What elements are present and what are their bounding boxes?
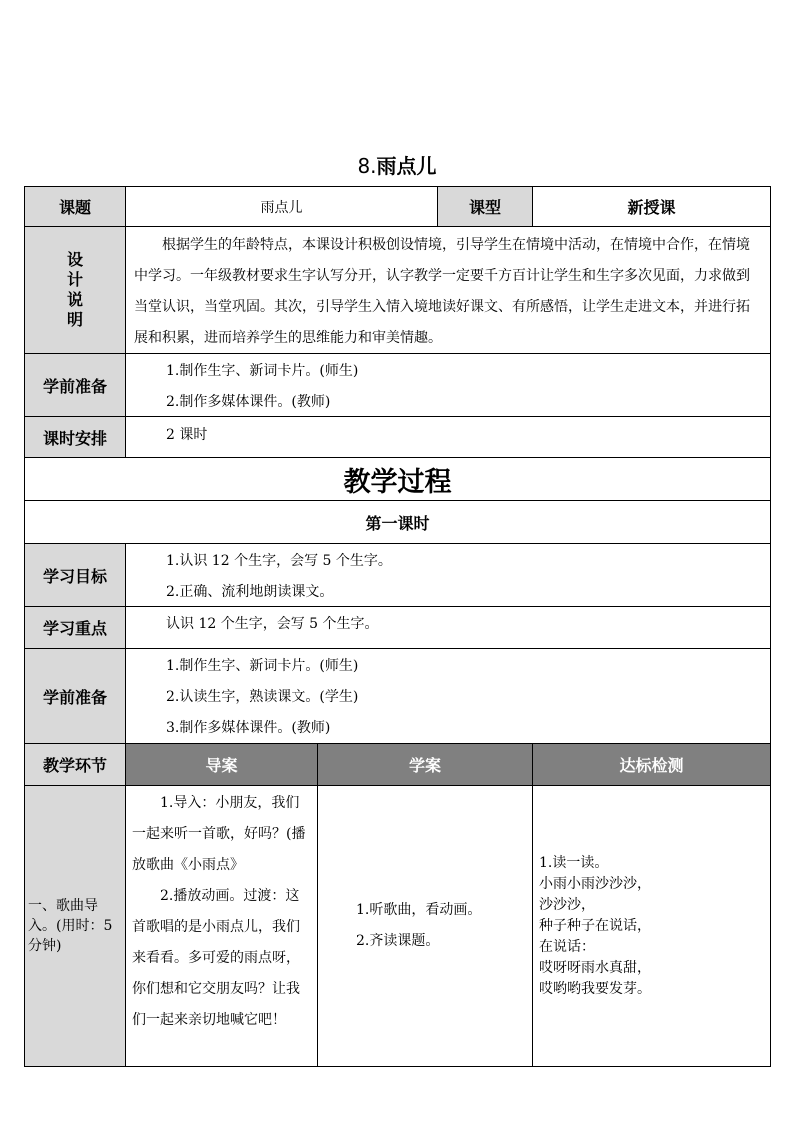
col-check-header: 达标检测 bbox=[532, 743, 771, 786]
type-value: 新授课 bbox=[532, 186, 771, 227]
row1-check bbox=[532, 785, 771, 1067]
prep2-item: 2.认读生字，熟读课文。(学生) bbox=[166, 689, 359, 705]
row1-check-line: 哎哟哟我要发芽。 bbox=[539, 980, 651, 997]
goals-item: 1.认识 12 个生字，会写 5 个生字。 bbox=[166, 553, 392, 569]
lesson1-title: 第一课时 bbox=[24, 500, 771, 544]
prep2-item: 3.制作多媒体课件。(教师) bbox=[166, 720, 331, 736]
design-text-cell bbox=[125, 226, 771, 354]
row1-check-line: 种子种子在说话， bbox=[539, 917, 651, 934]
col-stage-header: 教学环节 bbox=[24, 743, 126, 786]
row1-check-line: 小雨小雨沙沙沙， bbox=[539, 875, 651, 892]
row1-guide-para: 1.导入：小朋友，我们一起来听一首歌，好吗？(播放歌曲《小雨点》 bbox=[132, 795, 306, 873]
row1-guide bbox=[125, 785, 318, 1067]
prep1-item: 2.制作多媒体课件。(教师) bbox=[166, 394, 331, 410]
row1-stage-text: 一、歌曲导入。(用时：5 分钟) bbox=[28, 898, 113, 954]
prep1-item: 1.制作生字、新词卡片。(师生) bbox=[166, 363, 359, 379]
row1-guide-para: 2.播放动画。过渡：这首歌唱的是小雨点儿，我们来看看。多可爱的雨点呀，你们想和它交朋友吗？让我们一起来亲切地喊它吧！ bbox=[132, 888, 300, 1028]
topic-label: 课题 bbox=[24, 186, 126, 227]
row1-study-item: 1.听歌曲，看动画。 bbox=[356, 902, 482, 918]
focus-value: 认识 12 个生字，会写 5 个生字。 bbox=[125, 606, 771, 649]
focus-label: 学习重点 bbox=[24, 606, 126, 649]
design-label-char: 说 bbox=[66, 290, 83, 309]
goals-label: 学习目标 bbox=[24, 543, 126, 607]
lesson-number: 8. bbox=[357, 154, 377, 178]
design-label-char: 计 bbox=[66, 270, 83, 289]
prep2-items bbox=[125, 648, 771, 744]
col-guide-header: 导案 bbox=[125, 743, 318, 786]
row1-check-line: 哎呀呀雨水真甜， bbox=[539, 959, 651, 976]
design-label-char: 设 bbox=[66, 250, 83, 269]
page-title bbox=[0, 150, 794, 179]
topic-value: 雨点儿 bbox=[125, 186, 438, 227]
goals-items bbox=[125, 543, 771, 607]
hours-label: 课时安排 bbox=[24, 416, 126, 458]
design-text: 根据学生的年龄特点，本课设计积极创设情境，引导学生在情境中活动，在情境中合作，在情境中学习。一年级教材要求生字认写分开，认字教学一定要千方百计让学生和生字多次见面，力求做到当堂认识，当堂巩固。其次，引导学生入情入境地读好课文、有所感悟，让学生走进文本，并进行拓展和积累，进而培养学生的思维能力和审美情趣。 bbox=[134, 237, 750, 346]
design-label-char: 明 bbox=[66, 310, 83, 329]
row1-check-line: 在说话： bbox=[539, 938, 595, 955]
prep2-label: 学前准备 bbox=[24, 648, 126, 744]
row1-check-line: 沙沙沙， bbox=[539, 896, 595, 913]
type-label: 课型 bbox=[437, 186, 533, 227]
row1-study-item: 2.齐读课题。 bbox=[356, 933, 440, 949]
goals-item: 2.正确、流利地朗读课文。 bbox=[166, 584, 334, 600]
col-study-header: 学案 bbox=[317, 743, 533, 786]
prep1-label: 学前准备 bbox=[24, 353, 126, 417]
design-label bbox=[24, 226, 126, 354]
process-title: 教学过程 bbox=[24, 457, 771, 501]
row1-stage bbox=[24, 785, 126, 1067]
lesson-name: 雨点儿 bbox=[376, 154, 437, 178]
prep1-items bbox=[125, 353, 771, 417]
prep2-item: 1.制作生字、新词卡片。(师生) bbox=[166, 658, 359, 674]
row1-study bbox=[317, 785, 533, 1067]
row1-check-line: 1.读一读。 bbox=[539, 854, 609, 871]
hours-value: 2 课时 bbox=[125, 416, 771, 458]
